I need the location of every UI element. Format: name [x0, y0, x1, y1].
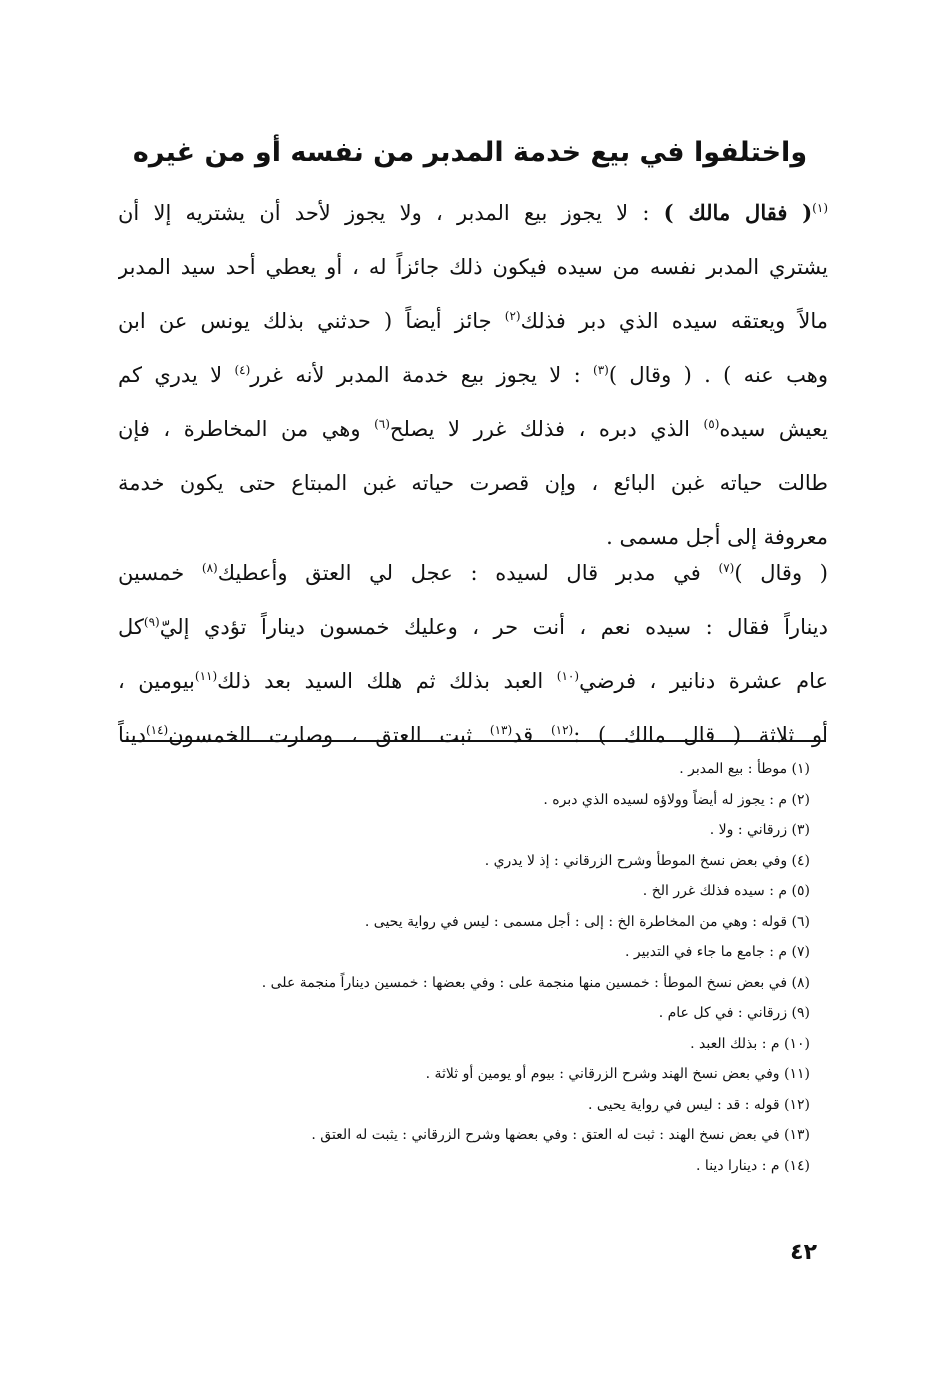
text-line	[118, 186, 828, 240]
footnote-ref: (١٤)	[145, 723, 169, 737]
footnote: (٩) زرقاني : في كل عام .	[658, 1005, 810, 1021]
footnote: (١٤) م : دينارا دينا .	[696, 1157, 810, 1174]
text-run: وهي من المخاطرة ، فإن	[118, 417, 375, 441]
footnote-ref: (٦)	[374, 417, 390, 431]
paragraph-2	[118, 546, 828, 762]
footnote: (٧) م : جامع ما جاء في التدبير .	[625, 944, 810, 960]
footnote-ref: (١٣)	[489, 723, 513, 737]
speaker-label: ( فقال مالك )	[663, 200, 813, 225]
footnote-ref: (١٠)	[556, 669, 580, 683]
text-run: يعيش سيده	[719, 417, 828, 441]
text-line	[118, 348, 828, 402]
footnote: (٨) في بعض نسخ الموطأ : خمسين منها منجمة على : وفي بعضها : خمسين ديناراً منجمة على .	[261, 974, 810, 991]
footnote-ref: (٧)	[718, 561, 735, 575]
footnote: (١١) وفي بعض نسخ الهند وشرح الزرقاني : بيوم أو يومين أو ثلاثة .	[425, 1066, 810, 1082]
footnote: (١٣) في بعض نسخ الهند : ثبت له العتق : وفي بعضها وشرح الزرقاني : يثبت له العتق .	[311, 1127, 810, 1143]
text-run: كل	[118, 615, 144, 639]
text-run: في مدبر قال لسيده : عجل لي العتق وأعطيك	[217, 561, 719, 585]
footnote: (١٠) م : بذلك العبد .	[690, 1035, 810, 1052]
footnote-ref: (٥)	[703, 417, 720, 431]
text-run: : لا يجوز بيع خدمة المدبر لأنه غرر	[250, 363, 594, 387]
footnote: (٥) م : سيده فذلك غرر الخ .	[642, 883, 810, 899]
text-run: الذي دبره ، فذلك غرر لا يصلح	[389, 417, 704, 441]
text-run: ديناراً فقال : سيده نعم ، أنت حر ، وعليك خمسون ديناراً تؤدي إليّ	[159, 615, 828, 639]
text-run: ثبت العتق ، وصارت الخمسون	[168, 723, 490, 747]
footnote-ref: (١)	[812, 201, 828, 215]
text-run: خمسين	[118, 561, 202, 585]
footnote: (٣) زرقاني : ولا .	[709, 822, 810, 838]
text-run: لا يدري كم	[118, 363, 235, 387]
text-run: ( وقال )	[734, 561, 828, 585]
text-line	[118, 402, 828, 456]
section-heading: واختلفوا في بيع خدمة المدبر من نفسه أو من غيره	[132, 137, 808, 168]
footnotes	[130, 754, 810, 1181]
text-line	[118, 654, 828, 708]
footnote-ref: (٩)	[143, 615, 160, 629]
text-line: طالت حياته غبن البائع ، وإن قصرت حياته غبن المبتاع حتى يكون خدمة	[118, 471, 828, 495]
text-run: مالاً ويعتقه سيده الذي دبر فذلك	[520, 309, 828, 333]
text-run: : لا يجوز بيع المدبر ، ولا يجوز لأحد أن يشتريه إلا أن	[118, 201, 664, 225]
text-run: جائز أيضاً ( حدثني بذلك يونس عن ابن	[118, 309, 505, 333]
footnote-divider	[122, 740, 825, 742]
footnote: (١) موطأ : بيع المدبر .	[679, 761, 810, 777]
text-run: ديناً	[118, 723, 146, 747]
footnote: (١٢) قوله : قد : ليس في رواية يحيى .	[588, 1096, 810, 1113]
footnote: (٤) وفي بعض نسخ الموطأ وشرح الزرقاني : إذ لا يدري .	[484, 852, 810, 869]
paragraph-1	[118, 186, 828, 564]
footnote-ref: (٢)	[504, 309, 521, 323]
page-number: ٤٢	[790, 1240, 817, 1265]
text-run: العبد بذلك ثم هلك السيد بعد ذلك	[217, 669, 557, 693]
text-line	[118, 546, 828, 600]
text-run: بيومين ،	[118, 669, 195, 693]
text-run: وهب عنه ) . ( وقال )	[608, 363, 828, 387]
text-run: قد	[512, 723, 551, 747]
footnote-ref: (١٢)	[550, 723, 574, 737]
text-line	[118, 294, 828, 348]
footnote-ref: (٨)	[201, 561, 218, 575]
text-line	[118, 600, 828, 654]
footnote-ref: (١١)	[194, 669, 218, 683]
footnote-ref: (٤)	[234, 363, 251, 377]
footnote: (٢) م : يجوز له أيضاً وولاؤه لسيده الذي دبره .	[543, 791, 810, 808]
text-line: معروفة إلى أجل مسمى .	[606, 525, 828, 549]
text-run: عام عشرة دنانير ، فرضي	[579, 669, 828, 693]
text-line: يشتري المدبر نفسه من سيده فيكون ذلك جائزاً له ، أو يعطي أحد سيد المدبر	[118, 255, 828, 279]
footnote: (٦) قوله : وهي من المخاطرة الخ : إلى : أجل مسمى : ليس في رواية يحيى .	[364, 913, 810, 930]
footnote-ref: (٣)	[593, 363, 609, 377]
text-run: أو ثلاثة ( قال مالك ) :	[573, 723, 828, 747]
